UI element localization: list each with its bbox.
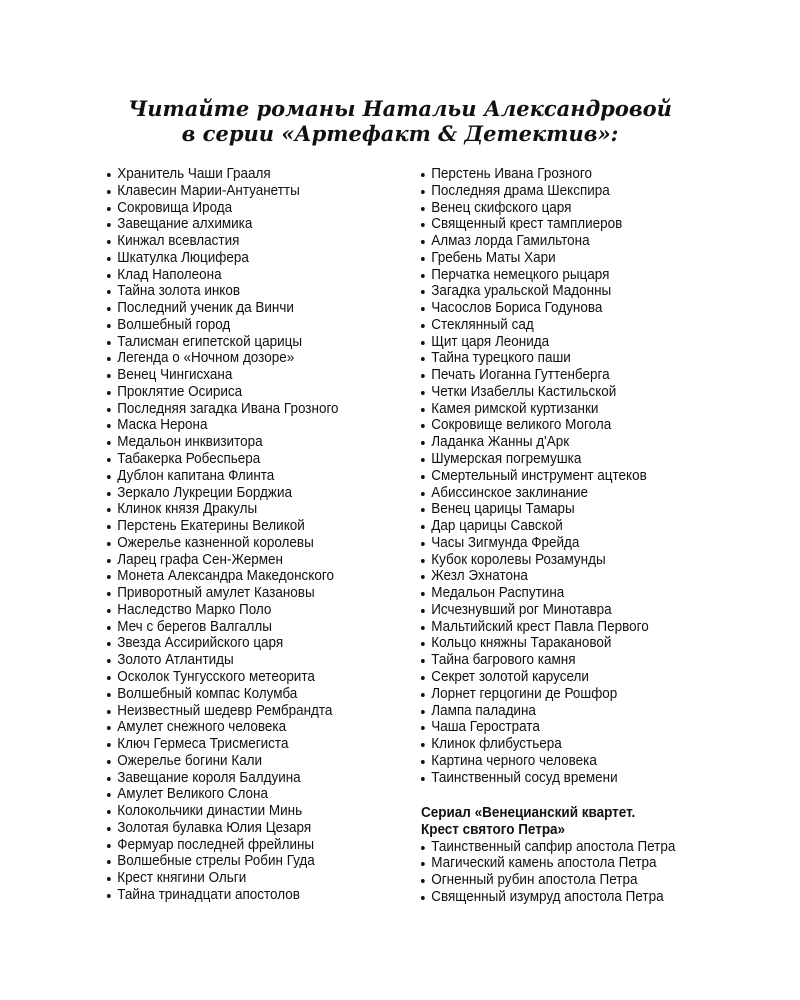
book-title: Исчезнувший рог Минотавра bbox=[421, 602, 649, 619]
book-title: Клад Наполеона bbox=[107, 267, 339, 284]
book-title: Шкатулка Люцифера bbox=[107, 250, 339, 267]
book-title: Дар царицы Савской bbox=[421, 518, 649, 535]
series-title-line-1: Сериал «Венецианский квартет. bbox=[421, 805, 636, 821]
book-title: Легенда о «Ночном дозоре» bbox=[107, 350, 339, 367]
book-title: Последняя загадка Ивана Грозного bbox=[107, 401, 339, 418]
book-title: Колокольчики династии Минь bbox=[107, 803, 339, 820]
book-title: Гребень Маты Хари bbox=[421, 250, 649, 267]
book-title: Магический камень апостола Петра bbox=[421, 855, 675, 872]
book-title: Амулет снежного человека bbox=[107, 719, 339, 736]
book-title: Кольцо княжны Таракановой bbox=[421, 635, 649, 652]
book-title: Огненный рубин апостола Петра bbox=[421, 872, 675, 889]
page-title bbox=[0, 96, 800, 146]
book-title: Печать Иоганна Гуттенберга bbox=[421, 367, 649, 384]
book-title: Волшебный город bbox=[107, 317, 339, 334]
book-title: Меч с берегов Валгаллы bbox=[107, 619, 339, 636]
book-title: Клавесин Марии-Антуанетты bbox=[107, 183, 339, 200]
series-block bbox=[421, 805, 675, 906]
book-title: Секрет золотой карусели bbox=[421, 669, 649, 686]
book-title: Лампа паладина bbox=[421, 703, 649, 720]
book-title: Золотая булавка Юлия Цезаря bbox=[107, 820, 339, 837]
book-title: Крест княгини Ольги bbox=[107, 870, 339, 887]
book-title: Сокровище великого Могола bbox=[421, 417, 649, 434]
book-title: Ожерелье богини Кали bbox=[107, 753, 339, 770]
book-title: Тайна багрового камня bbox=[421, 652, 649, 669]
book-title: Кубок королевы Розамунды bbox=[421, 552, 649, 569]
book-title: Клинок князя Дракулы bbox=[107, 501, 339, 518]
book-title: Ожерелье казненной королевы bbox=[107, 535, 339, 552]
book-title: Мальтийский крест Павла Первого bbox=[421, 619, 649, 636]
book-title: Хранитель Чаши Грааля bbox=[107, 166, 339, 183]
book-title: Ладанка Жанны д'Арк bbox=[421, 434, 649, 451]
book-title: Тайна тринадцати апостолов bbox=[107, 887, 339, 904]
book-title: Картина черного человека bbox=[421, 753, 649, 770]
book-title: Чаша Герострата bbox=[421, 719, 649, 736]
book-title: Звезда Ассирийского царя bbox=[107, 635, 339, 652]
book-title: Ключ Гермеса Трисмегиста bbox=[107, 736, 339, 753]
series-title-line-2: Крест святого Петра» bbox=[421, 821, 566, 838]
book-title: Завещание короля Балдуина bbox=[107, 770, 339, 787]
book-title: Дублон капитана Флинта bbox=[107, 468, 339, 485]
book-title: Приворотный амулет Казановы bbox=[107, 585, 339, 602]
book-title: Фермуар последней фрейлины bbox=[107, 837, 339, 854]
book-title: Табакерка Робеспьера bbox=[107, 451, 339, 468]
book-title: Ларец графа Сен-Жермен bbox=[107, 552, 339, 569]
book-title: Завещание алхимика bbox=[107, 216, 339, 233]
book-title: Тайна турецкого паши bbox=[421, 350, 649, 367]
book-title: Смертельный инструмент ацтеков bbox=[421, 468, 649, 485]
book-title: Маска Нерона bbox=[107, 417, 339, 434]
book-title: Осколок Тунгусского метеорита bbox=[107, 669, 339, 686]
book-title: Лорнет герцогини де Рошфор bbox=[421, 686, 649, 703]
book-title: Стеклянный сад bbox=[421, 317, 649, 334]
page-title-line-1: Читайте романы Натальи Александровой bbox=[128, 96, 672, 121]
book-title: Сокровища Ирода bbox=[107, 200, 339, 217]
book-title: Волшебные стрелы Робин Гуда bbox=[107, 853, 339, 870]
book-title: Шумерская погремушка bbox=[421, 451, 649, 468]
book-title: Таинственный сапфир апостола Петра bbox=[421, 839, 675, 856]
series-book-list bbox=[421, 839, 675, 906]
book-title: Алмаз лорда Гамильтона bbox=[421, 233, 649, 250]
book-title: Перстень Ивана Грозного bbox=[421, 166, 649, 183]
book-title: Часослов Бориса Годунова bbox=[421, 300, 649, 317]
book-title: Перстень Екатерины Великой bbox=[107, 518, 339, 535]
page-title-line-2: в серии «Артефакт & Детектив»: bbox=[181, 121, 619, 146]
book-title: Абиссинское заклинание bbox=[421, 485, 649, 502]
book-title: Венец Чингисхана bbox=[107, 367, 339, 384]
book-title: Щит царя Леонида bbox=[421, 334, 649, 351]
book-title: Часы Зигмунда Фрейда bbox=[421, 535, 649, 552]
book-title: Венец скифского царя bbox=[421, 200, 649, 217]
book-title: Камея римской куртизанки bbox=[421, 401, 649, 418]
book-title: Неизвестный шедевр Рембрандта bbox=[107, 703, 339, 720]
book-title: Загадка уральской Мадонны bbox=[421, 283, 649, 300]
book-title: Зеркало Лукреции Борджиа bbox=[107, 485, 339, 502]
book-title: Последняя драма Шекспира bbox=[421, 183, 649, 200]
book-title: Таинственный сосуд времени bbox=[421, 770, 649, 787]
book-list-right bbox=[421, 166, 649, 786]
book-list-left bbox=[107, 166, 339, 904]
book-title: Амулет Великого Слона bbox=[107, 786, 339, 803]
book-title: Перчатка немецкого рыцаря bbox=[421, 267, 649, 284]
book-title: Священный крест тамплиеров bbox=[421, 216, 649, 233]
book-title: Клинок флибустьера bbox=[421, 736, 649, 753]
book-title: Священный изумруд апостола Петра bbox=[421, 889, 675, 906]
book-title: Наследство Марко Поло bbox=[107, 602, 339, 619]
book-title: Жезл Эхнатона bbox=[421, 568, 649, 585]
book-title: Волшебный компас Колумба bbox=[107, 686, 339, 703]
book-title: Четки Изабеллы Кастильской bbox=[421, 384, 649, 401]
book-title: Медальон Распутина bbox=[421, 585, 649, 602]
book-title: Монета Александра Македонского bbox=[107, 568, 339, 585]
book-title: Проклятие Осириса bbox=[107, 384, 339, 401]
book-title: Золото Атлантиды bbox=[107, 652, 339, 669]
book-title: Талисман египетской царицы bbox=[107, 334, 339, 351]
book-title: Кинжал всевластия bbox=[107, 233, 339, 250]
book-title: Последний ученик да Винчи bbox=[107, 300, 339, 317]
book-title: Медальон инквизитора bbox=[107, 434, 339, 451]
book-title: Тайна золота инков bbox=[107, 283, 339, 300]
book-title: Венец царицы Тамары bbox=[421, 501, 649, 518]
